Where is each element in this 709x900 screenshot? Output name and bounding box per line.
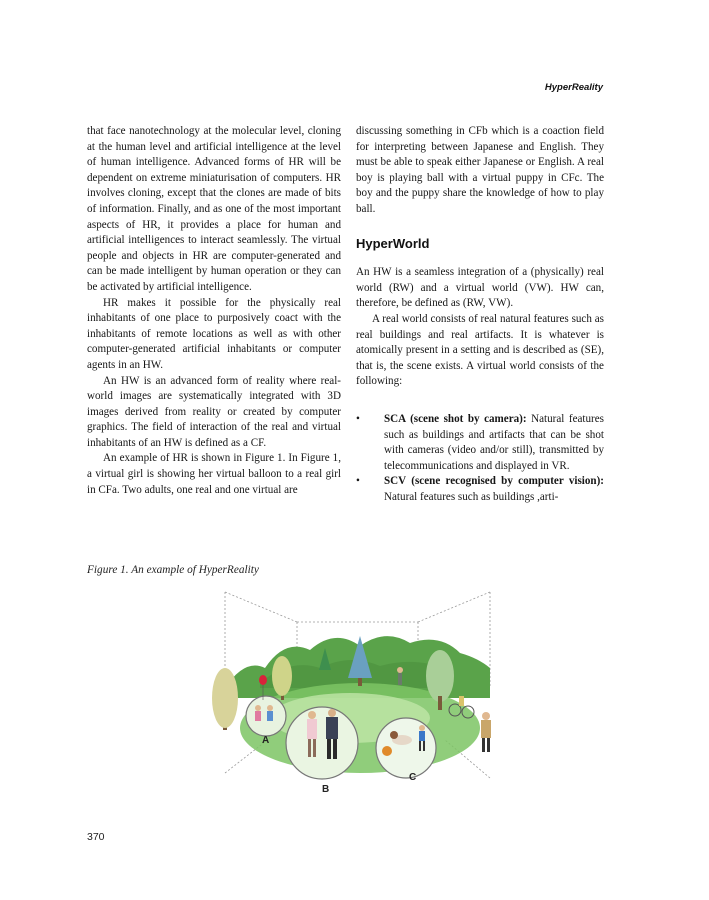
bullet-marker: • — [356, 412, 360, 425]
list-item-term: SCV (scene recognised by computer vision): — [384, 475, 604, 488]
list-item — [356, 474, 604, 505]
bullet-list — [356, 412, 604, 506]
figure-caption: Figure 1. An example of HyperReality — [87, 564, 259, 576]
figure-hyperreality-illustration — [200, 588, 510, 808]
paragraph: An HW is an advanced form of reality where real-world images are systematically integrated with 3D images derived from reality or created by computer graphics. The field of interaction of the real and virtual inhabitants of an HW is defined as a CF. — [87, 374, 341, 449]
coaction-field-c — [376, 718, 436, 783]
bullet-marker: • — [356, 475, 360, 488]
list-item — [356, 412, 604, 474]
paragraph: A real world consists of real natural features such as real buildings and real artifacts. It is whatever is atomically present in a setting and is described as (SE), that is, the scene exists. A virtual world consists of the following: — [356, 312, 604, 388]
figure-svg — [200, 588, 510, 808]
paragraph: that face nanotechnology at the molecular level, cloning at the human level and artificial intelligence at the level of human intelligence. Advanced forms of HR will be dependent on extreme miniaturisation of computers. HR involves cloning, except that the clones are made of bits of information. Finally, and as one of the most important aspects of HR, it provides a place for human and artificial intelligences to interact seamlessly. The virtual people and objects in HR are computer-generated and can be made intelligent by human operation or they can be activated by artificial intelligence. — [87, 125, 341, 293]
figure-label-b: B — [322, 784, 330, 795]
paragraph: An HW is a seamless integration of a (physically) real world (RW) and a virtual world (VW). HW can, therefore, be defined as (RW, VW). — [356, 266, 604, 310]
running-header: HyperReality — [544, 82, 603, 93]
list-item-text: Natural features such as buildings ,arti- — [384, 490, 559, 503]
right-column — [356, 124, 604, 505]
paragraph: HR makes it possible for the physically real inhabitants of one place to purposively coact with the inhabitants of remote locations as well as with other computer-generated artificial inhabitants or computer agents in an HW. — [87, 296, 341, 371]
figure-label-a: A — [262, 735, 270, 746]
left-column — [87, 124, 341, 498]
person-right — [481, 712, 491, 752]
figure-label-c: C — [409, 772, 417, 783]
list-item-term: SCA (scene shot by camera): — [384, 412, 527, 425]
page-number: 370 — [87, 831, 105, 843]
balloon-icon — [259, 675, 267, 685]
coaction-field-b — [286, 707, 358, 795]
paragraph: An example of HR is shown in Figure 1. In Figure 1, a virtual girl is showing her virtual balloon to a real girl in CFa. Two adults, one real and one virtual are — [87, 452, 341, 496]
section-heading: HyperWorld — [356, 235, 430, 251]
paragraph: discussing something in CFb which is a coaction field for interpreting between Japanese and English. They must be able to speak either Japanese or English. A real boy is playing ball with a virtual puppy in CFc. The boy and the puppy share the knowledge of how to play ball. — [356, 125, 604, 215]
list-item-text: Natural features such as buildings and artifacts that can be shot with cameras (video and/or still), transmitted by telecommunications and displayed in VR. — [384, 412, 604, 472]
tree-left — [212, 668, 238, 730]
